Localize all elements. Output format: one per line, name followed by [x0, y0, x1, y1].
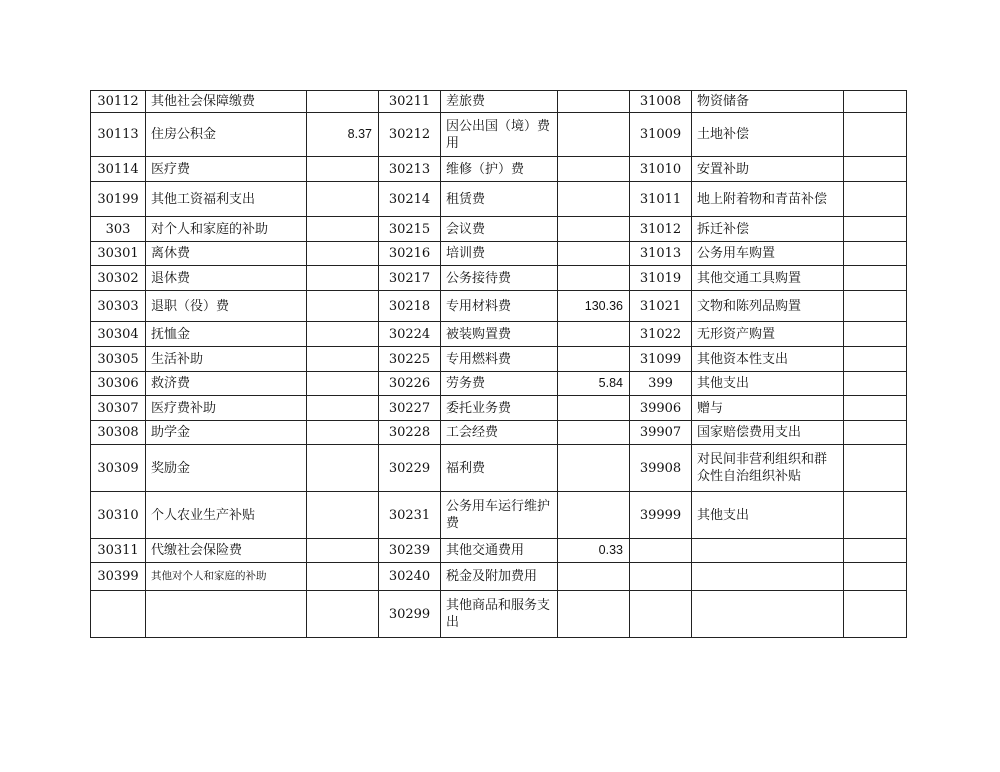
- item-cell: 维修（护）费: [441, 157, 558, 182]
- amount-cell: [844, 347, 907, 372]
- item-cell: 退职（役）费: [146, 291, 307, 322]
- amount-cell: [307, 492, 379, 539]
- amount-cell: [558, 322, 630, 347]
- expense-classification-sheet: [90, 90, 906, 638]
- code-cell: 30227: [379, 396, 441, 421]
- code-cell: 31021: [630, 291, 692, 322]
- item-cell: 土地补偿: [692, 113, 844, 157]
- code-cell: 30310: [91, 492, 146, 539]
- table-row: [91, 266, 907, 291]
- code-cell: 31009: [630, 113, 692, 157]
- code-cell: 30303: [91, 291, 146, 322]
- code-cell: 30216: [379, 242, 441, 266]
- expense-table: [90, 90, 907, 638]
- amount-cell: [307, 217, 379, 242]
- item-cell: [692, 539, 844, 563]
- item-cell: 无形资产购置: [692, 322, 844, 347]
- item-cell: 救济费: [146, 372, 307, 396]
- item-cell: 其他对个人和家庭的补助: [146, 563, 307, 591]
- amount-cell: [307, 445, 379, 492]
- item-cell: 公务接待费: [441, 266, 558, 291]
- code-cell: 30226: [379, 372, 441, 396]
- item-cell: 赠与: [692, 396, 844, 421]
- amount-cell: [307, 539, 379, 563]
- amount-cell: [844, 266, 907, 291]
- item-cell: 抚恤金: [146, 322, 307, 347]
- amount-cell: [558, 445, 630, 492]
- table-row: [91, 242, 907, 266]
- code-cell: 31013: [630, 242, 692, 266]
- table-row: [91, 113, 907, 157]
- code-cell: 399: [630, 372, 692, 396]
- amount-cell: [844, 217, 907, 242]
- item-cell: 物资储备: [692, 91, 844, 113]
- code-cell: 30213: [379, 157, 441, 182]
- item-cell: 差旅费: [441, 91, 558, 113]
- item-cell: 地上附着物和青苗补偿: [692, 182, 844, 217]
- item-cell: 生活补助: [146, 347, 307, 372]
- code-cell: 30299: [379, 591, 441, 638]
- amount-cell: [307, 157, 379, 182]
- code-cell: 30399: [91, 563, 146, 591]
- table-row: [91, 291, 907, 322]
- table-row: [91, 591, 907, 638]
- table-row: [91, 396, 907, 421]
- code-cell: 39908: [630, 445, 692, 492]
- code-cell: 31012: [630, 217, 692, 242]
- table-row: [91, 492, 907, 539]
- amount-cell: [558, 182, 630, 217]
- code-cell: 30217: [379, 266, 441, 291]
- table-row: [91, 217, 907, 242]
- table-row: [91, 322, 907, 347]
- item-cell: 对个人和家庭的补助: [146, 217, 307, 242]
- item-cell: 其他支出: [692, 372, 844, 396]
- item-cell: 助学金: [146, 421, 307, 445]
- amount-cell: [307, 563, 379, 591]
- amount-cell: [558, 396, 630, 421]
- code-cell: 303: [91, 217, 146, 242]
- code-cell: 30240: [379, 563, 441, 591]
- item-cell: [692, 591, 844, 638]
- amount-cell: [558, 242, 630, 266]
- amount-cell: 5.84: [558, 372, 630, 396]
- code-cell: [630, 591, 692, 638]
- item-cell: 福利费: [441, 445, 558, 492]
- amount-cell: [558, 91, 630, 113]
- code-cell: 31099: [630, 347, 692, 372]
- item-cell: [146, 591, 307, 638]
- code-cell: 30224: [379, 322, 441, 347]
- amount-cell: [307, 322, 379, 347]
- code-cell: 30212: [379, 113, 441, 157]
- amount-cell: [558, 492, 630, 539]
- item-cell: 医疗费: [146, 157, 307, 182]
- table-row: [91, 563, 907, 591]
- item-cell: 奖励金: [146, 445, 307, 492]
- item-cell: 其他支出: [692, 492, 844, 539]
- code-cell: [630, 539, 692, 563]
- table-row: [91, 91, 907, 113]
- table-row: [91, 421, 907, 445]
- amount-cell: [558, 563, 630, 591]
- code-cell: 30305: [91, 347, 146, 372]
- item-cell: 其他资本性支出: [692, 347, 844, 372]
- amount-cell: [844, 396, 907, 421]
- amount-cell: [307, 372, 379, 396]
- amount-cell: [558, 113, 630, 157]
- item-cell: 培训费: [441, 242, 558, 266]
- code-cell: 39906: [630, 396, 692, 421]
- amount-cell: [558, 266, 630, 291]
- table-row: [91, 539, 907, 563]
- table-row: [91, 372, 907, 396]
- code-cell: 30199: [91, 182, 146, 217]
- code-cell: 39907: [630, 421, 692, 445]
- code-cell: 30214: [379, 182, 441, 217]
- code-cell: 31011: [630, 182, 692, 217]
- item-cell: 因公出国（境）费用: [441, 113, 558, 157]
- item-cell: 会议费: [441, 217, 558, 242]
- amount-cell: [844, 182, 907, 217]
- item-cell: 其他社会保障缴费: [146, 91, 307, 113]
- code-cell: 30306: [91, 372, 146, 396]
- amount-cell: [844, 372, 907, 396]
- amount-cell: [307, 91, 379, 113]
- code-cell: 31019: [630, 266, 692, 291]
- code-cell: 30302: [91, 266, 146, 291]
- item-cell: 文物和陈列品购置: [692, 291, 844, 322]
- item-cell: 租赁费: [441, 182, 558, 217]
- amount-cell: [558, 591, 630, 638]
- table-row: [91, 347, 907, 372]
- code-cell: [630, 563, 692, 591]
- code-cell: 30228: [379, 421, 441, 445]
- item-cell: 国家赔偿费用支出: [692, 421, 844, 445]
- code-cell: 30301: [91, 242, 146, 266]
- code-cell: 30308: [91, 421, 146, 445]
- amount-cell: [558, 157, 630, 182]
- item-cell: 其他交通工具购置: [692, 266, 844, 291]
- item-cell: 医疗费补助: [146, 396, 307, 421]
- amount-cell: [844, 322, 907, 347]
- amount-cell: [307, 347, 379, 372]
- code-cell: 30114: [91, 157, 146, 182]
- item-cell: 其他商品和服务支出: [441, 591, 558, 638]
- amount-cell: [844, 492, 907, 539]
- item-cell: 税金及附加费用: [441, 563, 558, 591]
- code-cell: 30229: [379, 445, 441, 492]
- code-cell: 30215: [379, 217, 441, 242]
- code-cell: 30304: [91, 322, 146, 347]
- amount-cell: [558, 421, 630, 445]
- table-row: [91, 182, 907, 217]
- amount-cell: [844, 291, 907, 322]
- amount-cell: 0.33: [558, 539, 630, 563]
- item-cell: 劳务费: [441, 372, 558, 396]
- code-cell: 30211: [379, 91, 441, 113]
- code-cell: 30231: [379, 492, 441, 539]
- code-cell: 31022: [630, 322, 692, 347]
- item-cell: 代缴社会保险费: [146, 539, 307, 563]
- code-cell: 31008: [630, 91, 692, 113]
- item-cell: 安置补助: [692, 157, 844, 182]
- item-cell: 其他工资福利支出: [146, 182, 307, 217]
- table-row: [91, 157, 907, 182]
- amount-cell: [307, 242, 379, 266]
- item-cell: 公务用车购置: [692, 242, 844, 266]
- item-cell: 个人农业生产补贴: [146, 492, 307, 539]
- amount-cell: [307, 421, 379, 445]
- code-cell: 30239: [379, 539, 441, 563]
- item-cell: 住房公积金: [146, 113, 307, 157]
- code-cell: 30311: [91, 539, 146, 563]
- amount-cell: [307, 266, 379, 291]
- code-cell: 31010: [630, 157, 692, 182]
- code-cell: 30218: [379, 291, 441, 322]
- item-cell: 专用材料费: [441, 291, 558, 322]
- item-cell: 被装购置费: [441, 322, 558, 347]
- amount-cell: [844, 591, 907, 638]
- amount-cell: [558, 217, 630, 242]
- code-cell: 30307: [91, 396, 146, 421]
- amount-cell: [844, 421, 907, 445]
- amount-cell: [307, 396, 379, 421]
- amount-cell: [844, 91, 907, 113]
- code-cell: 30113: [91, 113, 146, 157]
- amount-cell: [844, 563, 907, 591]
- amount-cell: [844, 539, 907, 563]
- item-cell: 委托业务费: [441, 396, 558, 421]
- code-cell: 39999: [630, 492, 692, 539]
- item-cell: 退休费: [146, 266, 307, 291]
- amount-cell: [307, 591, 379, 638]
- item-cell: 工会经费: [441, 421, 558, 445]
- item-cell: [692, 563, 844, 591]
- item-cell: 拆迁补偿: [692, 217, 844, 242]
- table-row: [91, 445, 907, 492]
- amount-cell: 8.37: [307, 113, 379, 157]
- amount-cell: [307, 182, 379, 217]
- item-cell: 离休费: [146, 242, 307, 266]
- code-cell: 30225: [379, 347, 441, 372]
- amount-cell: [307, 291, 379, 322]
- amount-cell: [844, 113, 907, 157]
- code-cell: 30112: [91, 91, 146, 113]
- code-cell: [91, 591, 146, 638]
- item-cell: 其他交通费用: [441, 539, 558, 563]
- item-cell: 专用燃料费: [441, 347, 558, 372]
- amount-cell: [558, 347, 630, 372]
- code-cell: 30309: [91, 445, 146, 492]
- amount-cell: 130.36: [558, 291, 630, 322]
- amount-cell: [844, 242, 907, 266]
- amount-cell: [844, 157, 907, 182]
- item-cell: 对民间非营利组织和群众性自治组织补贴: [692, 445, 844, 492]
- item-cell: 公务用车运行维护费: [441, 492, 558, 539]
- amount-cell: [844, 445, 907, 492]
